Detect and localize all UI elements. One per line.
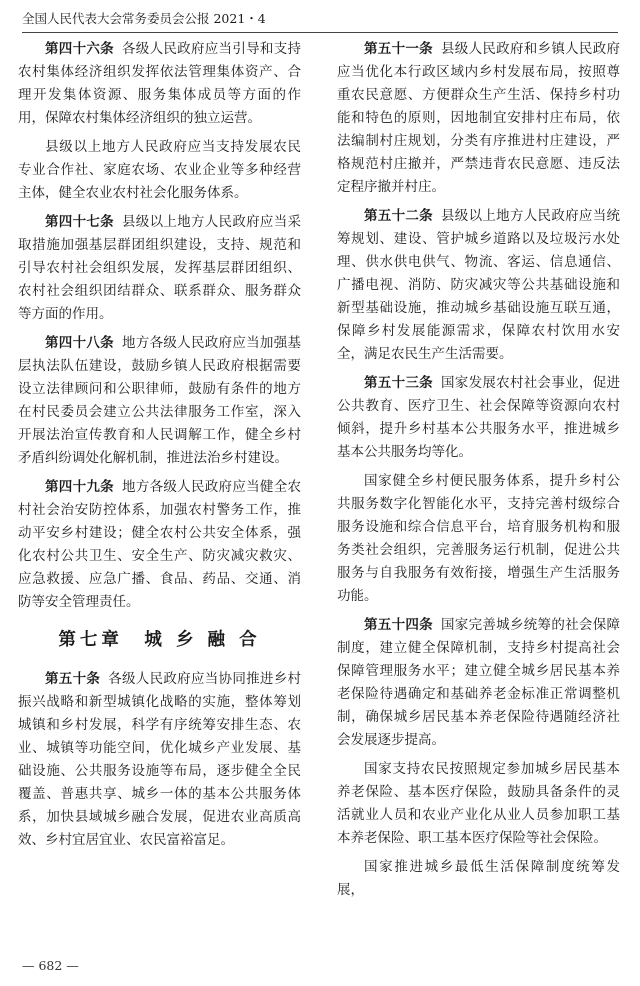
paragraph <box>18 136 301 205</box>
article-number: 第五十条 <box>45 671 101 687</box>
paragraph <box>337 470 620 608</box>
article-text: 县级以上地方人民政府应当采取措施加强基层群团组织建设，支持、规范和引导农村社会组织发展，发挥基层群团组织、农村社会组织团结群众、联系群众、服务群众等方面的作用。 <box>18 214 302 322</box>
article-number: 第五十三条 <box>364 375 433 391</box>
paragraph <box>337 856 620 902</box>
paragraph-text: 县级以上地方人民政府应当支持发展农民专业合作社、家庭农场、农业企业等多种经营主体，健全农业农村社会化服务体系。 <box>18 139 301 201</box>
article-53 <box>337 372 620 464</box>
left-column <box>18 38 301 858</box>
article-text: 国家完善城乡统筹的社会保障制度，建立健全保障机制，支持乡村提高社会保障管理服务水平；建立健全城乡居民基本养老保险待遇确定和基础养老金标准正常调整机制，确保城乡居民基本养老保险待遇随经济社会发展逐步提高。 <box>337 617 621 748</box>
page-number: — 682 — <box>22 958 79 973</box>
article-50 <box>18 668 301 852</box>
header-title: 全国人民代表大会常务委员会公报 2021・4 <box>22 11 266 26</box>
article-48 <box>18 332 301 470</box>
paragraph-text: 国家健全乡村便民服务体系，提升乡村公共服务数字化智能化水平，支持完善村级综合服务设施和综合信息平台，培育服务机构和服务类社会组织，完善服务运行机制，促进公共服务与自我服务有效衔接，增强生产生活服务功能。 <box>337 473 620 604</box>
chapter-heading: 第七章 城 乡 融 合 <box>58 630 261 650</box>
article-52 <box>337 205 620 366</box>
article-46 <box>18 38 301 130</box>
paragraph-text: 国家支持农民按照规定参加城乡居民基本养老保险、基本医疗保险，鼓励具备条件的灵活就业人员和农业产业化从业人员参加职工基本养老保险、职工基本医疗保险等社会保险。 <box>337 761 620 846</box>
page-footer <box>22 956 79 976</box>
article-54 <box>337 614 620 752</box>
article-text: 各级人民政府应当引导和支持农村集体经济组织发挥依法管理集体资产、合理开发集体资源、服务集体成员等方面的作用，保障农村集体经济组织的独立运营。 <box>18 41 302 126</box>
article-text: 县级人民政府和乡镇人民政府应当优化本行政区域内乡村发展布局，按照尊重农民意愿、方便群众生产生活、保持乡村功能和特色的原则，因地制宜安排村庄布局，依法编制村庄规划，分类有序推进村庄建设，严格规范村庄撤并，严禁违背农民意愿、违反法定程序撤并村庄。 <box>337 41 621 195</box>
article-number: 第五十四条 <box>364 617 433 633</box>
article-number: 第四十九条 <box>45 479 114 495</box>
article-49 <box>18 476 301 614</box>
article-51 <box>337 38 620 199</box>
page-header <box>22 6 618 33</box>
article-text: 地方各级人民政府应当加强基层执法队伍建设，鼓励乡镇人民政府根据需要设立法律顾问和公职律师，鼓励有条件的地方在村民委员会建立公共法律服务工作室，深入开展法治宣传教育和人民调解工作，健全乡村矛盾纠纷调处化解机制，推进法治乡村建设。 <box>18 335 302 466</box>
right-column <box>337 38 620 908</box>
article-number: 第五十二条 <box>364 208 433 224</box>
article-number: 第五十一条 <box>364 41 433 57</box>
paragraph-text: 国家推进城乡最低生活保障制度统筹发展， <box>337 859 620 898</box>
article-47 <box>18 211 301 326</box>
article-number: 第四十六条 <box>45 41 114 57</box>
article-number: 第四十八条 <box>45 335 114 351</box>
article-text: 地方各级人民政府应当健全农村社会治安防控体系，加强农村警务工作，推动平安乡村建设；健全农村公共安全体系，强化农村公共卫生、安全生产、防灾减灾救灾、应急救援、应急广播、食品、药品、交通、消防等安全管理责任。 <box>18 479 302 610</box>
article-text: 县级以上地方人民政府应当统筹规划、建设、管护城乡道路以及垃圾污水处理、供水供电供气、物流、客运、信息通信、广播电视、消防、防灾减灾等公共基础设施和新型基础设施，推动城乡基础设施互联互通，保障乡村发展能源需求，保障农村饮用水安全，满足农民生产生活需要。 <box>337 208 621 362</box>
paragraph <box>337 758 620 850</box>
article-text: 国家发展农村社会事业，促进公共教育、医疗卫生、社会保障等资源向农村倾斜，提升乡村基本公共服务水平，推进城乡基本公共服务均等化。 <box>337 375 621 460</box>
article-number: 第四十七条 <box>45 214 114 230</box>
article-text: 各级人民政府应当协同推进乡村振兴战略和新型城镇化战略的实施，整体筹划城镇和乡村发展，科学有序统筹安排生态、农业、城镇等功能空间，优化城乡产业发展、基础设施、公共服务设施等布局，逐步健全全民覆盖、普惠共享、城乡一体的基本公共服务体系，加快县域城乡融合发展，促进农业高质高效、乡村宜居宜业、农民富裕富足。 <box>18 671 302 848</box>
